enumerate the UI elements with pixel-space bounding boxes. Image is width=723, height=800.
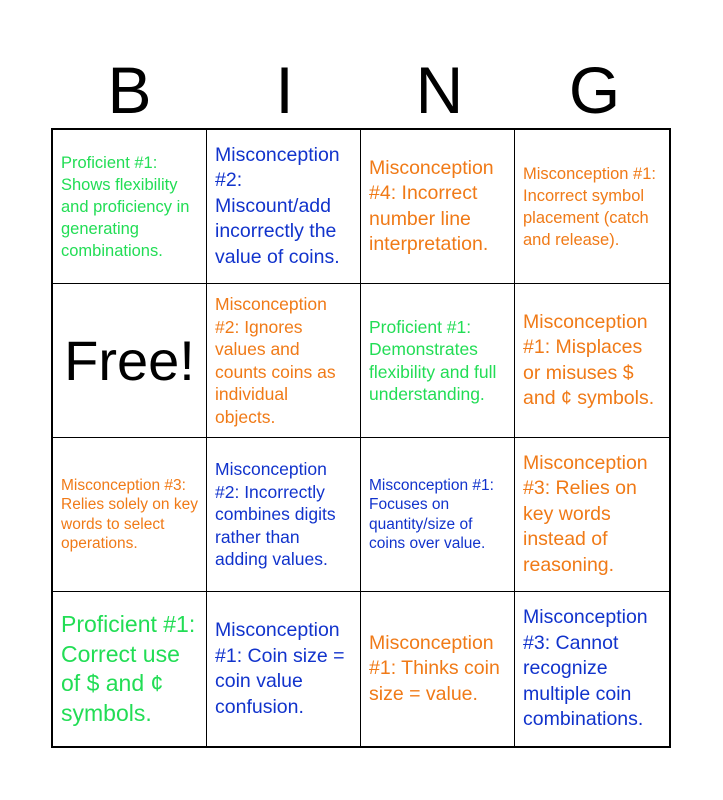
bingo-header bbox=[52, 52, 672, 128]
cell-text: Proficient #1: Demonstrates flexibility and full understanding. bbox=[369, 316, 497, 404]
bingo-cell-1-1[interactable] bbox=[53, 130, 207, 284]
bingo-cell-1-3[interactable] bbox=[361, 130, 515, 284]
bingo-cell-1-2[interactable] bbox=[207, 130, 361, 284]
free-space-text: Free! bbox=[64, 328, 195, 392]
bingo-cell-3-2[interactable] bbox=[207, 438, 361, 592]
bingo-cell-3-4[interactable] bbox=[515, 438, 669, 592]
header-letter-i: I bbox=[275, 53, 294, 127]
cell-text: Proficient #1: Correct use of $ and ¢ symbols. bbox=[61, 611, 196, 726]
header-letter-n: N bbox=[415, 53, 464, 127]
bingo-cell-4-4[interactable] bbox=[515, 592, 669, 746]
cell-text: Misconception #3: Relies on key words instead of reasoning. bbox=[523, 451, 648, 576]
bingo-cell-2-3[interactable] bbox=[361, 284, 515, 438]
cell-text: Misconception #1: Focuses on quantity/size of coins over value. bbox=[369, 476, 494, 552]
cell-text: Misconception #1: Coin size = coin value confusion. bbox=[215, 619, 345, 718]
cell-text: Misconception #1: Incorrect symbol placement (catch and release). bbox=[523, 164, 656, 249]
bingo-cell-1-4[interactable] bbox=[515, 130, 669, 284]
bingo-cell-4-3[interactable] bbox=[361, 592, 515, 746]
header-letter-b: B bbox=[107, 53, 152, 127]
bingo-cell-2-4[interactable] bbox=[515, 284, 669, 438]
bingo-cell-3-3[interactable] bbox=[361, 438, 515, 592]
cell-text: Misconception #1: Misplaces or misuses $ and ¢ symbols. bbox=[523, 310, 655, 409]
bingo-cell-4-2[interactable] bbox=[207, 592, 361, 746]
bingo-cell-2-2[interactable] bbox=[207, 284, 361, 438]
cell-text: Misconception #2: Ignores values and counts coins as individual objects. bbox=[215, 294, 336, 427]
cell-text: Misconception #1: Thinks coin size = value. bbox=[369, 631, 500, 705]
bingo-cell-4-1[interactable] bbox=[53, 592, 207, 746]
cell-text: Proficient #1: Shows flexibility and proficiency in generating combinations. bbox=[61, 153, 190, 260]
cell-text: Misconception #3: Cannot recognize multiple coin combinations. bbox=[523, 606, 648, 731]
cell-text: Misconception #2: Incorrectly combines digits rather than adding values. bbox=[215, 459, 336, 570]
header-letter-g: G bbox=[568, 53, 621, 127]
cell-text: Misconception #4: Incorrect number line interpretation. bbox=[369, 156, 494, 255]
cell-text: Misconception #3: Relies solely on key words to select operations. bbox=[61, 476, 198, 552]
free-space-cell[interactable] bbox=[53, 284, 207, 438]
bingo-grid bbox=[51, 128, 671, 748]
cell-text: Misconception #2: Miscount/add incorrectly the value of coins. bbox=[215, 143, 340, 268]
bingo-cell-3-1[interactable] bbox=[53, 438, 207, 592]
